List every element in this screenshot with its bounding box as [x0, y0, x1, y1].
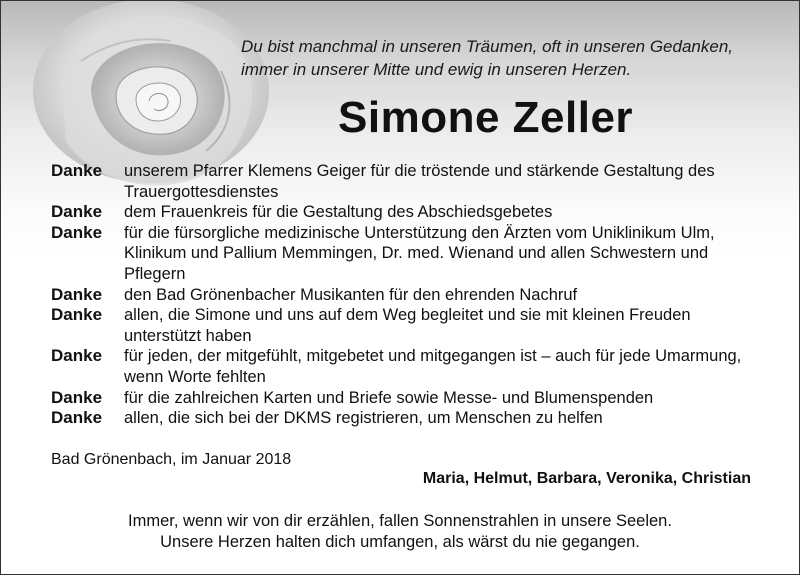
place-date: Bad Grönenbach, im Januar 2018 — [51, 451, 292, 468]
thanks-text: für die zahlreichen Karten und Briefe sowie Messe- und Blumenspenden — [124, 388, 654, 407]
thanks-keyword: Danke — [51, 284, 103, 304]
thanks-keyword: Danke — [51, 346, 103, 366]
thanks-row — [51, 161, 771, 202]
thanks-row — [51, 285, 771, 306]
thanks-row — [51, 202, 771, 223]
thanks-keyword: Danke — [51, 202, 103, 222]
thanks-keyword: Danke — [51, 222, 103, 242]
thanks-row — [51, 408, 771, 429]
thanks-row — [51, 305, 771, 346]
signatories: Maria, Helmut, Barbara, Veronika, Christian — [422, 470, 751, 487]
quote-line-2: immer in unserer Mitte und ewig in unseren Herzen. — [241, 60, 632, 79]
thanks-keyword: Danke — [51, 305, 103, 325]
thanks-keyword: Danke — [51, 387, 103, 407]
thanks-list — [51, 161, 771, 429]
thanks-text: unserem Pfarrer Klemens Geiger für die tröstende und stärkende Gestaltung des Trauergottesdienstes — [124, 162, 715, 201]
deceased-name: Simone Zeller — [338, 93, 634, 142]
quote — [241, 35, 781, 81]
quote-line-1: Du bist manchmal in unseren Träumen, oft in unseren Gedanken, — [241, 37, 734, 56]
thanks-row — [51, 223, 771, 285]
thanks-row — [51, 388, 771, 409]
thanks-text: für die fürsorgliche medizinische Unterstützung den Ärzten vom Uniklinikum Ulm, Klinikum und Pallium Memmingen, Dr. med. Wienand und allen Schwestern und Pflegern — [124, 223, 715, 283]
closing-line-1: Immer, wenn wir von dir erzählen, fallen Sonnenstrahlen in unsere Seelen. — [128, 512, 672, 530]
thanks-keyword: Danke — [51, 161, 103, 180]
closing-verse — [1, 511, 799, 553]
thanks-row — [51, 346, 771, 387]
thanks-text: allen, die sich bei der DKMS registrieren, um Menschen zu helfen — [124, 409, 603, 428]
thanks-text: allen, die Simone und uns auf dem Weg begleitet und sie mit kleinen Freuden unterstützt haben — [124, 306, 691, 345]
thanks-keyword: Danke — [51, 408, 103, 428]
thanks-text: den Bad Grönenbacher Musikanten für den ehrenden Nachruf — [124, 285, 578, 304]
thanks-text: dem Frauenkreis für die Gestaltung des Abschiedsgebetes — [124, 203, 553, 222]
closing-line-2: Unsere Herzen halten dich umfangen, als wärst du nie gegangen. — [160, 533, 640, 551]
thanks-text: für jeden, der mitgefühlt, mitgebetet und mitgegangen ist – auch für jede Umarmung, wenn Worte fehlten — [124, 347, 742, 386]
